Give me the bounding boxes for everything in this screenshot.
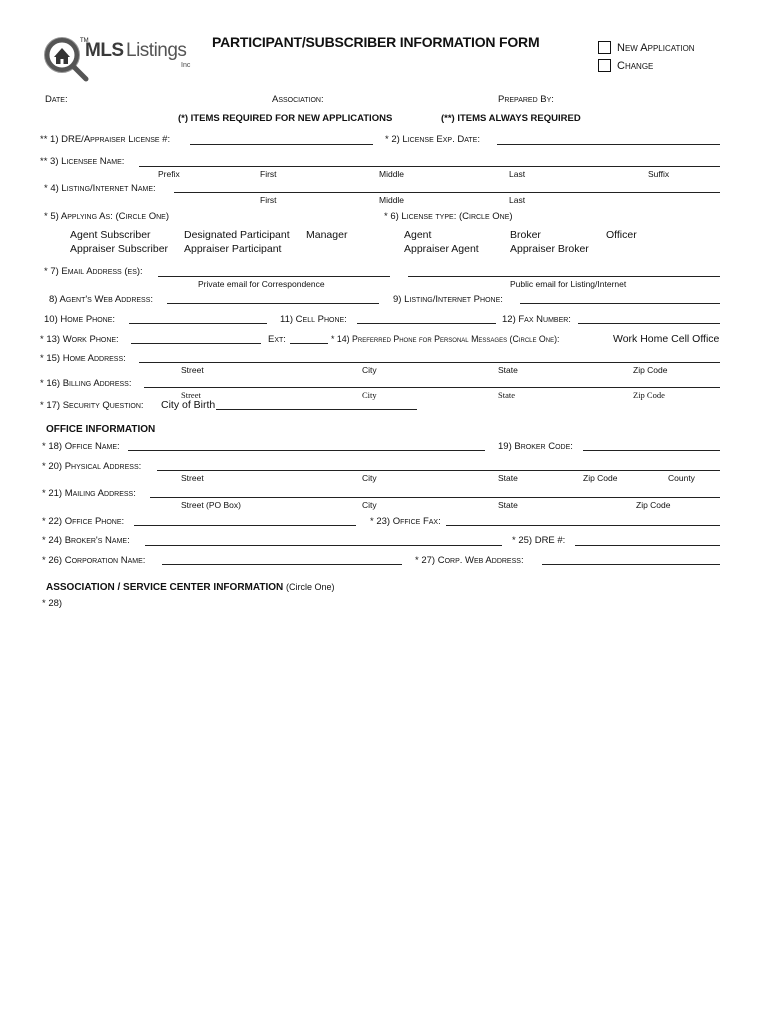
field-18-input[interactable] xyxy=(128,450,485,451)
field-23-label: * 23) Office Fax: xyxy=(370,516,441,527)
sub-private-email: Private email for Correspondence xyxy=(198,279,325,289)
sub-middle: Middle xyxy=(379,195,405,205)
logo-listings: Listings xyxy=(126,40,187,61)
field-24-label: * 24) Broker's Name: xyxy=(42,535,130,546)
sub-city: City xyxy=(362,390,377,400)
field-27-input[interactable] xyxy=(542,564,720,565)
preferred-phone-options[interactable]: Work Home Cell Office xyxy=(613,333,720,345)
field-3-label: ** 3) Licensee Name: xyxy=(40,156,125,167)
sub-city: City xyxy=(362,500,377,510)
field-21-label: * 21) Mailing Address: xyxy=(42,488,136,499)
field-24-input[interactable] xyxy=(145,545,502,546)
sub-zip: Zip Code xyxy=(583,473,618,483)
sub-street-po: Street (PO Box) xyxy=(181,500,241,510)
option-manager[interactable]: Manager xyxy=(306,229,348,241)
field-2-label: * 2) License Exp. Date: xyxy=(385,134,480,145)
field-9-input[interactable] xyxy=(520,303,720,304)
field-12-label: 12) Fax Number: xyxy=(502,314,571,325)
sub-street: Street xyxy=(181,473,204,483)
public-email-input[interactable] xyxy=(408,276,720,277)
sub-last: Last xyxy=(509,195,526,205)
field-11-input[interactable] xyxy=(357,323,496,324)
field-8-input[interactable] xyxy=(167,303,379,304)
sub-suffix: Suffix xyxy=(648,169,670,179)
field-18-label: * 18) Office Name: xyxy=(42,441,120,452)
field-1-input[interactable] xyxy=(190,144,373,145)
required-new-note: (*) ITEMS REQUIRED FOR NEW APPLICATIONS xyxy=(178,113,393,124)
field-1-label: ** 1) DRE/Appraiser License #: xyxy=(40,134,171,145)
new-application-label: New Application xyxy=(617,42,695,54)
change-label: Change xyxy=(617,60,654,72)
association-heading-text: ASSOCIATION / SERVICE CENTER INFORMATION xyxy=(46,582,284,593)
field-26-input[interactable] xyxy=(162,564,402,565)
sub-street: Street xyxy=(181,390,201,400)
sub-state: State xyxy=(498,500,518,510)
field-22-input[interactable] xyxy=(134,525,356,526)
association-heading-note: (Circle One) xyxy=(286,582,335,592)
form-title: PARTICIPANT/SUBSCRIBER INFORMATION FORM xyxy=(212,34,540,50)
field-20-label: * 20) Physical Address: xyxy=(42,461,142,472)
sub-street: Street xyxy=(181,365,204,375)
date-label: Date: xyxy=(45,94,68,105)
field-25-label: * 25) DRE #: xyxy=(512,535,566,546)
sub-city: City xyxy=(362,473,377,483)
field-17-label: * 17) Security Question: xyxy=(40,400,144,411)
logo-mls: MLS xyxy=(85,40,124,61)
sub-zip: Zip Code xyxy=(633,365,668,375)
sub-city: City xyxy=(362,365,377,375)
field-2-input[interactable] xyxy=(497,144,720,145)
field-3-input[interactable] xyxy=(139,166,720,167)
field-15-label: * 15) Home Address: xyxy=(40,353,126,364)
field-14-label: * 14) Preferred Phone for Personal Messages (Circle One): xyxy=(331,334,560,344)
field-19-input[interactable] xyxy=(583,450,720,451)
field-22-label: * 22) Office Phone: xyxy=(42,516,125,527)
field-19-label: 19) Broker Code: xyxy=(498,441,573,452)
option-appraiser-participant[interactable]: Appraiser Participant xyxy=(184,243,282,255)
sub-state: State xyxy=(498,473,518,483)
association-label: Association: xyxy=(272,94,324,105)
ext-label: Ext: xyxy=(268,334,286,345)
sub-prefix: Prefix xyxy=(158,169,180,179)
field-10-label: 10) Home Phone: xyxy=(44,314,116,325)
required-always-note: (**) ITEMS ALWAYS REQUIRED xyxy=(441,113,581,124)
option-agent-subscriber[interactable]: Agent Subscriber xyxy=(70,229,151,241)
field-4-input[interactable] xyxy=(174,192,720,193)
field-8-label: 8) Agent's Web Address: xyxy=(49,294,154,305)
field-27-label: * 27) Corp. Web Address: xyxy=(415,555,524,566)
field-12-input[interactable] xyxy=(578,323,720,324)
option-designated-participant[interactable]: Designated Participant xyxy=(184,229,290,241)
field-11-label: 11) Cell Phone: xyxy=(280,314,347,325)
field-26-label: * 26) Corporation Name: xyxy=(42,555,146,566)
field-13-input[interactable] xyxy=(131,343,261,344)
new-application-checkbox[interactable] xyxy=(598,41,611,54)
sub-zip: Zip Code xyxy=(633,390,665,400)
field-7-label: * 7) Email Address (es): xyxy=(44,266,143,277)
option-officer[interactable]: Officer xyxy=(606,229,637,241)
field-9-label: 9) Listing/Internet Phone: xyxy=(393,294,503,305)
office-heading: OFFICE INFORMATION xyxy=(46,424,156,435)
sub-public-email: Public email for Listing/Internet xyxy=(510,279,627,289)
sub-state: State xyxy=(498,365,518,375)
private-email-input[interactable] xyxy=(158,276,390,277)
field-17-input[interactable] xyxy=(216,409,417,410)
sub-middle: Middle xyxy=(379,169,405,179)
field-6-label: * 6) License type: (Circle One) xyxy=(384,211,513,222)
field-5-label: * 5) Applying As: (Circle One) xyxy=(44,211,170,222)
logo xyxy=(42,35,202,83)
field-20-input[interactable] xyxy=(157,470,720,471)
logo-inc: Inc xyxy=(181,62,191,69)
sub-first: First xyxy=(260,169,277,179)
prepared-by-label: Prepared By: xyxy=(498,94,554,105)
association-heading xyxy=(46,582,335,593)
field-25-input[interactable] xyxy=(575,545,720,546)
field-10-input[interactable] xyxy=(129,323,267,324)
field-13-label: * 13) Work Phone: xyxy=(40,334,119,345)
change-checkbox[interactable] xyxy=(598,59,611,72)
field-4-label: * 4) Listing/Internet Name: xyxy=(44,183,156,194)
field-16-input[interactable] xyxy=(144,387,720,388)
sub-last: Last xyxy=(509,169,526,179)
field-23-input[interactable] xyxy=(446,525,720,526)
option-agent[interactable]: Agent xyxy=(404,229,432,241)
field-21-input[interactable] xyxy=(150,497,720,498)
security-question-text: City of Birth xyxy=(161,399,216,411)
sub-zip: Zip Code xyxy=(636,500,671,510)
sub-first: First xyxy=(260,195,277,205)
option-broker[interactable]: Broker xyxy=(510,229,541,241)
option-appraiser-agent[interactable]: Appraiser Agent xyxy=(404,243,479,255)
trademark-mark: TM xyxy=(80,38,89,44)
field-15-input[interactable] xyxy=(139,362,720,363)
option-appraiser-broker[interactable]: Appraiser Broker xyxy=(510,243,589,255)
ext-input[interactable] xyxy=(290,343,328,344)
field-16-label: * 16) Billing Address: xyxy=(40,378,132,389)
sub-state: State xyxy=(498,390,515,400)
sub-county: County xyxy=(668,473,695,483)
option-appraiser-subscriber[interactable]: Appraiser Subscriber xyxy=(70,243,169,255)
field-28-label: * 28) xyxy=(42,598,63,609)
